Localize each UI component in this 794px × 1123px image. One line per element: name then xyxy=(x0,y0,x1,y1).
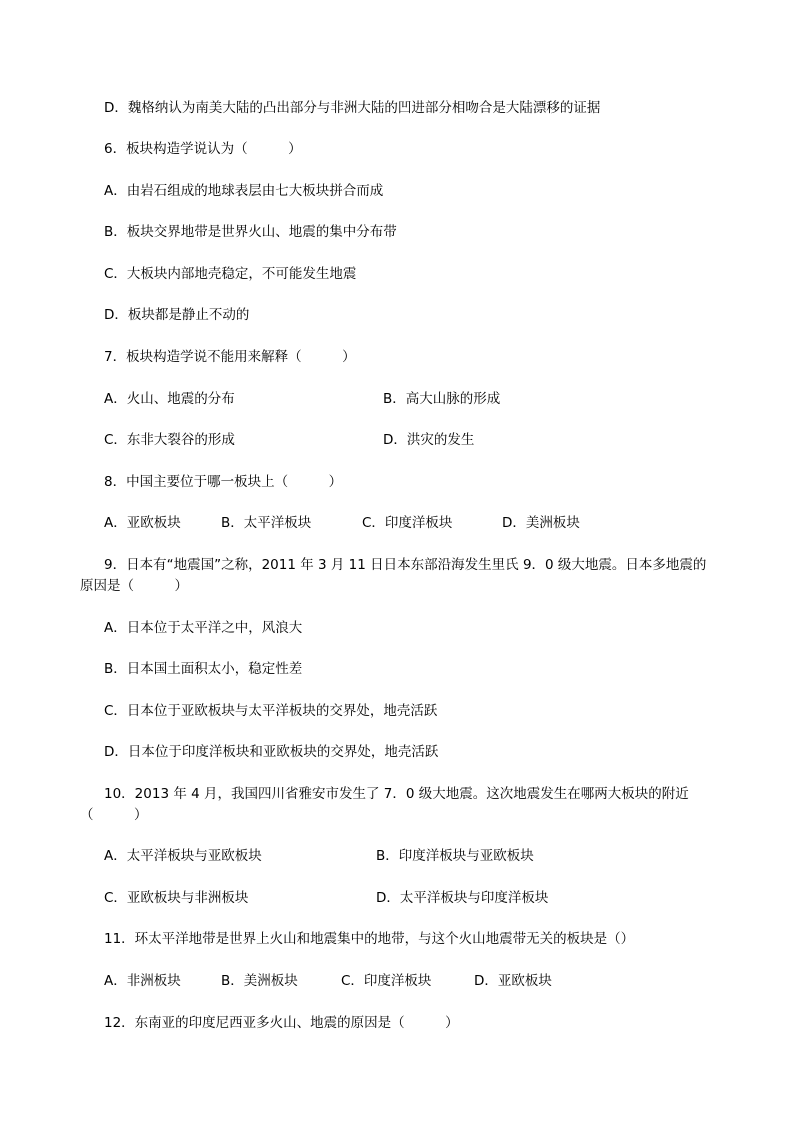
q10-option-a: A．太平洋板块与亚欧板块 xyxy=(104,848,262,864)
q11-option-d: D．亚欧板块 xyxy=(474,973,552,989)
q11-option-c: C．印度洋板块 xyxy=(341,973,432,989)
q6-option-d: D．板块都是静止不动的 xyxy=(104,307,250,323)
q10-stem-line1: 10．2013 年 4 月，我国四川省雅安市发生了 7．0 级大地震。这次地震发生在哪两大板块的附近 xyxy=(104,786,689,802)
q8-option-a: A．亚欧板块 xyxy=(104,515,181,531)
q7-option-d: D．洪灾的发生 xyxy=(383,432,475,448)
q5-option-d: D．魏格纳认为南美大陆的凸出部分与非洲大陆的凹进部分相吻合是大陆漂移的证据 xyxy=(104,100,601,116)
q11-option-a: A．非洲板块 xyxy=(104,973,181,989)
q6-option-c: C．大板块内部地壳稳定，不可能发生地震 xyxy=(104,266,357,282)
q12-stem: 12．东南亚的印度尼西亚多火山、地震的原因是（ ） xyxy=(104,1015,459,1031)
q7-option-a: A．火山、地震的分布 xyxy=(104,391,235,407)
q7-option-c: C．东非大裂谷的形成 xyxy=(104,432,235,448)
q8-stem: 8．中国主要位于哪一板块上（ ） xyxy=(104,474,343,490)
q9-stem-line2: 原因是（ ） xyxy=(80,578,188,594)
q6-option-a: A．由岩石组成的地球表层由七大板块拼合而成 xyxy=(104,183,384,199)
q7-stem: 7．板块构造学说不能用来解释（ ） xyxy=(104,349,356,365)
q9-option-d: D．日本位于印度洋板块和亚欧板块的交界处，地壳活跃 xyxy=(104,744,439,760)
q6-option-b: B．板块交界地带是世界火山、地震的集中分布带 xyxy=(104,224,397,240)
q9-option-c: C．日本位于亚欧板块与太平洋板块的交界处，地壳活跃 xyxy=(104,703,438,719)
q8-option-b: B．太平洋板块 xyxy=(221,515,312,531)
q10-stem-line2: （ ） xyxy=(80,807,148,823)
q9-option-a: A．日本位于太平洋之中，风浪大 xyxy=(104,620,303,636)
q9-stem-line1: 9．日本有“地震国”之称，2011 年 3 月 11 日日本东部沿海发生里氏 9．0 级大地震。日本多地震的 xyxy=(104,557,707,573)
q6-stem: 6．板块构造学说认为（ ） xyxy=(104,141,302,157)
q10-option-d: D．太平洋板块与印度洋板块 xyxy=(376,890,549,906)
q8-option-c: C．印度洋板块 xyxy=(362,515,453,531)
q7-option-b: B．高大山脉的形成 xyxy=(383,391,501,407)
q11-stem: 11．环太平洋地带是世界上火山和地震集中的地带，与这个火山地震带无关的板块是（） xyxy=(104,931,635,947)
q8-option-d: D．美洲板块 xyxy=(502,515,580,531)
q10-option-b: B．印度洋板块与亚欧板块 xyxy=(376,848,534,864)
q10-option-c: C．亚欧板块与非洲板块 xyxy=(104,890,249,906)
q11-option-b: B．美洲板块 xyxy=(221,973,298,989)
q9-option-b: B．日本国土面积太小，稳定性差 xyxy=(104,661,303,677)
